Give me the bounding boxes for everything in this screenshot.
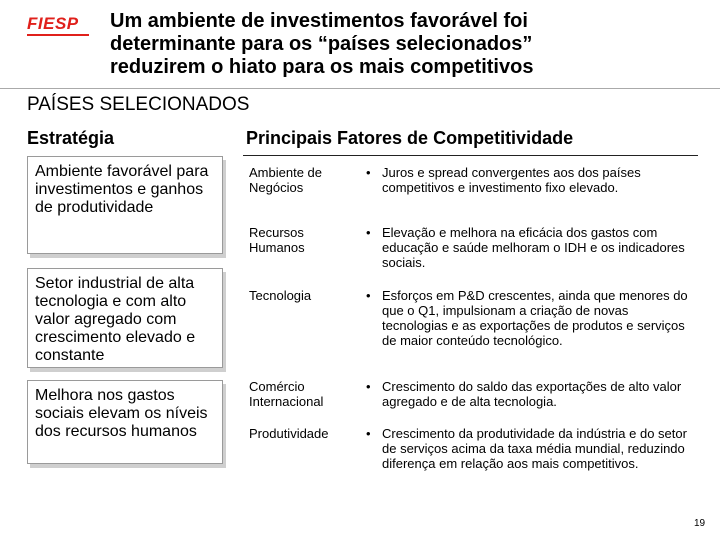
title-line-2: determinante para os “países selecionados” xyxy=(110,33,533,55)
page-number: 19 xyxy=(694,518,706,529)
logo-text: FIESP xyxy=(27,14,79,33)
bullet-icon: • xyxy=(366,288,371,303)
description-text: Esforços em P&D crescentes, ainda que menores do que o Q1, impulsionam a criação de novas tecnologias e as exportações de produtos e serviços de maior conteúdo tecnológico. xyxy=(382,288,688,348)
strategy-column-header: Estratégia xyxy=(27,128,115,148)
bullet-icon: • xyxy=(366,165,371,180)
factor-human-resources: Recursos Humanos xyxy=(249,225,305,255)
description-text: Elevação e melhora na eficácia dos gastos com educação e saúde melhoram o IDH e os indicadores sociais. xyxy=(382,225,685,270)
description-text: Crescimento do saldo das exportações de alto valor agregado e de alta tecnologia. xyxy=(382,379,682,409)
title-divider xyxy=(0,88,720,89)
strategy-box-social: Melhora nos gastos sociais elevam os níveis dos recursos humanos xyxy=(27,380,223,464)
logo-underline xyxy=(27,34,89,36)
factor-productivity: Produtividade xyxy=(249,426,329,441)
fiesp-logo xyxy=(27,14,89,34)
title-line-3: reduzirem o hiato para os mais competitivos xyxy=(110,56,534,78)
factor-description-productivity xyxy=(366,426,696,471)
strategy-box-investment: Ambiente favorável para investimentos e ganhos de produtividade xyxy=(27,156,223,254)
factors-column-header: Principais Fatores de Competitividade xyxy=(246,128,574,148)
factor-business-environment: Ambiente de Negócios xyxy=(249,165,322,195)
factor-description-international-trade xyxy=(366,379,696,409)
bullet-icon: • xyxy=(366,225,371,240)
section-title: PAÍSES SELECIONADOS xyxy=(27,94,250,115)
bullet-icon: • xyxy=(366,426,371,441)
strategy-box-high-tech: Setor industrial de alta tecnologia e com alto valor agregado com crescimento elevado e constante xyxy=(27,268,223,368)
factor-technology: Tecnologia xyxy=(249,288,312,303)
bullet-icon: • xyxy=(366,379,371,394)
description-text: Crescimento da produtividade da indústria e do setor de serviços acima da taxa média mundial, reduzindo diferença em relação aos mais competitivos. xyxy=(382,426,687,471)
description-text: Juros e spread convergentes aos dos países competitivos e investimento fixo elevado. xyxy=(382,165,641,195)
factor-description-technology xyxy=(366,288,696,348)
factor-description-business-environment xyxy=(366,165,696,195)
title-line-1: Um ambiente de investimentos favorável foi xyxy=(110,10,528,32)
factor-description-human-resources xyxy=(366,225,696,270)
slide-title xyxy=(110,10,710,79)
factor-international-trade: Comércio Internacional xyxy=(249,379,324,409)
header-divider xyxy=(243,155,698,156)
